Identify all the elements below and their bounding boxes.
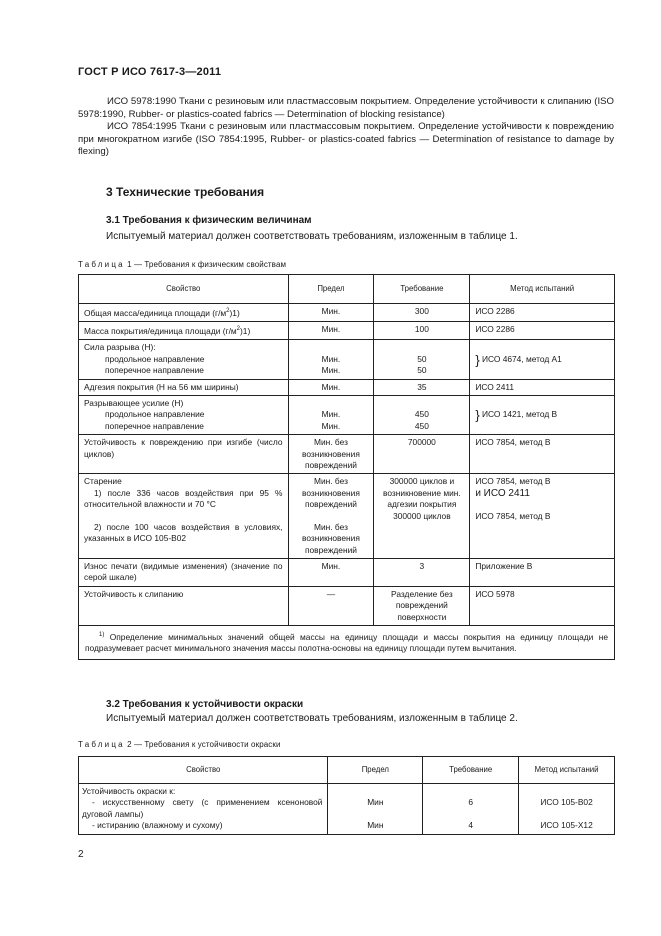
table-row bbox=[79, 396, 615, 435]
column-header: Требование bbox=[374, 275, 470, 304]
table-row bbox=[79, 784, 615, 835]
table-2 bbox=[78, 756, 615, 835]
table-2-caption: Таблица 2 — Требования к устойчивости окраски bbox=[78, 740, 281, 749]
brace-icon: } bbox=[475, 352, 480, 368]
method-cell: ИСО 5978 bbox=[470, 586, 615, 625]
property-cell: Износ печати (видимые изменения) (значение по серой шкале) bbox=[79, 558, 289, 586]
property-cell: Общая масса/единица площади $(г/м^2)1$) bbox=[79, 304, 289, 322]
method-cell: ИСО 7854, метод В bbox=[470, 435, 615, 474]
table-row bbox=[79, 340, 615, 379]
requirement-cell: 50 50 bbox=[374, 340, 470, 379]
property-cell: Устойчивость окраски к: - искусственному свету (с применением ксеноновой дуговой лампы) - истиранию (влажному и сухому) bbox=[79, 784, 328, 835]
requirement-cell: 700000 bbox=[374, 435, 470, 474]
table-footnote: $^{1)}$ Определение минимальных значений общей массы на единицу площади и массы покрытия на единицу площади не подразумевает расчет минимального значения массы полотна-основы на единицу площади путем вычитания. bbox=[79, 625, 615, 659]
page-number: 2 bbox=[78, 849, 84, 860]
table-header-row bbox=[79, 757, 615, 784]
limit-cell: — bbox=[288, 586, 374, 625]
table-row bbox=[79, 586, 615, 625]
requirement-cell: 6 4 bbox=[423, 784, 519, 835]
subsection-title-3-1: 3.1 Требования к физическим величинам bbox=[106, 215, 312, 226]
method-cell: ИСО 7854, метод В и ИСО 2411 ИСО 7854, метод В bbox=[470, 474, 615, 558]
column-header: Предел bbox=[328, 757, 423, 784]
requirement-cell: Разделение без повреждений поверхности bbox=[374, 586, 470, 625]
limit-cell: Мин. bbox=[288, 304, 374, 322]
table-row bbox=[79, 379, 615, 395]
table-header-row bbox=[79, 275, 615, 304]
table-row bbox=[79, 474, 615, 558]
table-row bbox=[79, 558, 615, 586]
reference-iso-7854: ИСО 7854:1995 Ткани с резиновым или пластмассовым покрытием. Определение устойчивости к повреждению при многократном изгибе (ISO 7854:1995, Rubber- or plastics-coated fabrics — Determination of resistance to damage by flexing) bbox=[78, 121, 614, 157]
method-cell: } ИСО 4674, метод А1 bbox=[470, 340, 615, 379]
property-cell: Адгезия покрытия (Н на 56 мм ширины) bbox=[79, 379, 289, 395]
limit-cell: Мин. Мин. bbox=[288, 396, 374, 435]
requirement-cell: 300 bbox=[374, 304, 470, 322]
requirement-cell: 300000 циклов и возникновение мин. адгезии покрытия 300000 циклов bbox=[374, 474, 470, 558]
table-row bbox=[79, 304, 615, 322]
method-cell: ИСО 2286 bbox=[470, 322, 615, 340]
table-footnote-row bbox=[79, 625, 615, 659]
limit-cell: Мин. Мин. bbox=[288, 340, 374, 379]
subsection-text-3-1: Испытуемый материал должен соответствовать требованиям, изложенным в таблице 1. bbox=[106, 231, 518, 242]
table-1-caption: Таблица 1 — Требования к физическим свойствам bbox=[78, 260, 287, 269]
column-header: Требование bbox=[423, 757, 519, 784]
subsection-text-3-2: Испытуемый материал должен соответствовать требованиям, изложенным в таблице 2. bbox=[106, 713, 518, 724]
limit-cell: Мин. без возникновения повреждений bbox=[288, 435, 374, 474]
limit-cell: Мин. bbox=[288, 379, 374, 395]
limit-cell: Мин. без возникновения повреждений Мин. без возникновения повреждений bbox=[288, 474, 374, 558]
table-1 bbox=[78, 274, 615, 660]
property-cell: Сила разрыва (Н): продольное направление поперечное направление bbox=[79, 340, 289, 379]
requirement-cell: 35 bbox=[374, 379, 470, 395]
column-header: Предел bbox=[288, 275, 374, 304]
brace-icon: } bbox=[475, 407, 480, 423]
table-row bbox=[79, 322, 615, 340]
reference-iso-5978: ИСО 5978:1990 Ткани с резиновым или пластмассовым покрытием. Определение устойчивости к слипанию (ISO 5978:1990, Rubber- or plastics-coated fabrics — Determination of blocking resistance) bbox=[78, 96, 614, 120]
method-cell: } ИСО 1421, метод В bbox=[470, 396, 615, 435]
method-cell: Приложение В bbox=[470, 558, 615, 586]
column-header: Свойство bbox=[79, 757, 328, 784]
subsection-title-3-2: 3.2 Требования к устойчивости окраски bbox=[106, 699, 304, 710]
table-row bbox=[79, 435, 615, 474]
limit-cell: Мин. bbox=[288, 322, 374, 340]
method-cell: ИСО 2411 bbox=[470, 379, 615, 395]
limit-cell: Мин Мин bbox=[328, 784, 423, 835]
property-cell: Устойчивость к повреждению при изгибе (число циклов) bbox=[79, 435, 289, 474]
requirement-cell: 3 bbox=[374, 558, 470, 586]
method-cell: ИСО 2286 bbox=[470, 304, 615, 322]
property-cell: Разрывающее усилие (Н) продольное направление поперечное направление bbox=[79, 396, 289, 435]
property-cell: Старение 1) после 336 часов воздействия при 95 % относительной влажности и 70 °С 2) после 100 часов воздействия в условиях, указанных в ИСО 105-В02 bbox=[79, 474, 289, 558]
column-header: Метод испытаний bbox=[470, 275, 615, 304]
requirement-cell: 450 450 bbox=[374, 396, 470, 435]
column-header: Метод испытаний bbox=[519, 757, 615, 784]
property-cell: Масса покрытия/единица площади $(г/м^2)1$) bbox=[79, 322, 289, 340]
property-cell: Устойчивость к слипанию bbox=[79, 586, 289, 625]
document-header: ГОСТ Р ИСО 7617-3—2011 bbox=[78, 66, 222, 78]
requirement-cell: 100 bbox=[374, 322, 470, 340]
method-cell: ИСО 105-В02 ИСО 105-Х12 bbox=[519, 784, 615, 835]
column-header: Свойство bbox=[79, 275, 289, 304]
section-title: 3 Технические требования bbox=[106, 185, 265, 199]
limit-cell: Мин. bbox=[288, 558, 374, 586]
